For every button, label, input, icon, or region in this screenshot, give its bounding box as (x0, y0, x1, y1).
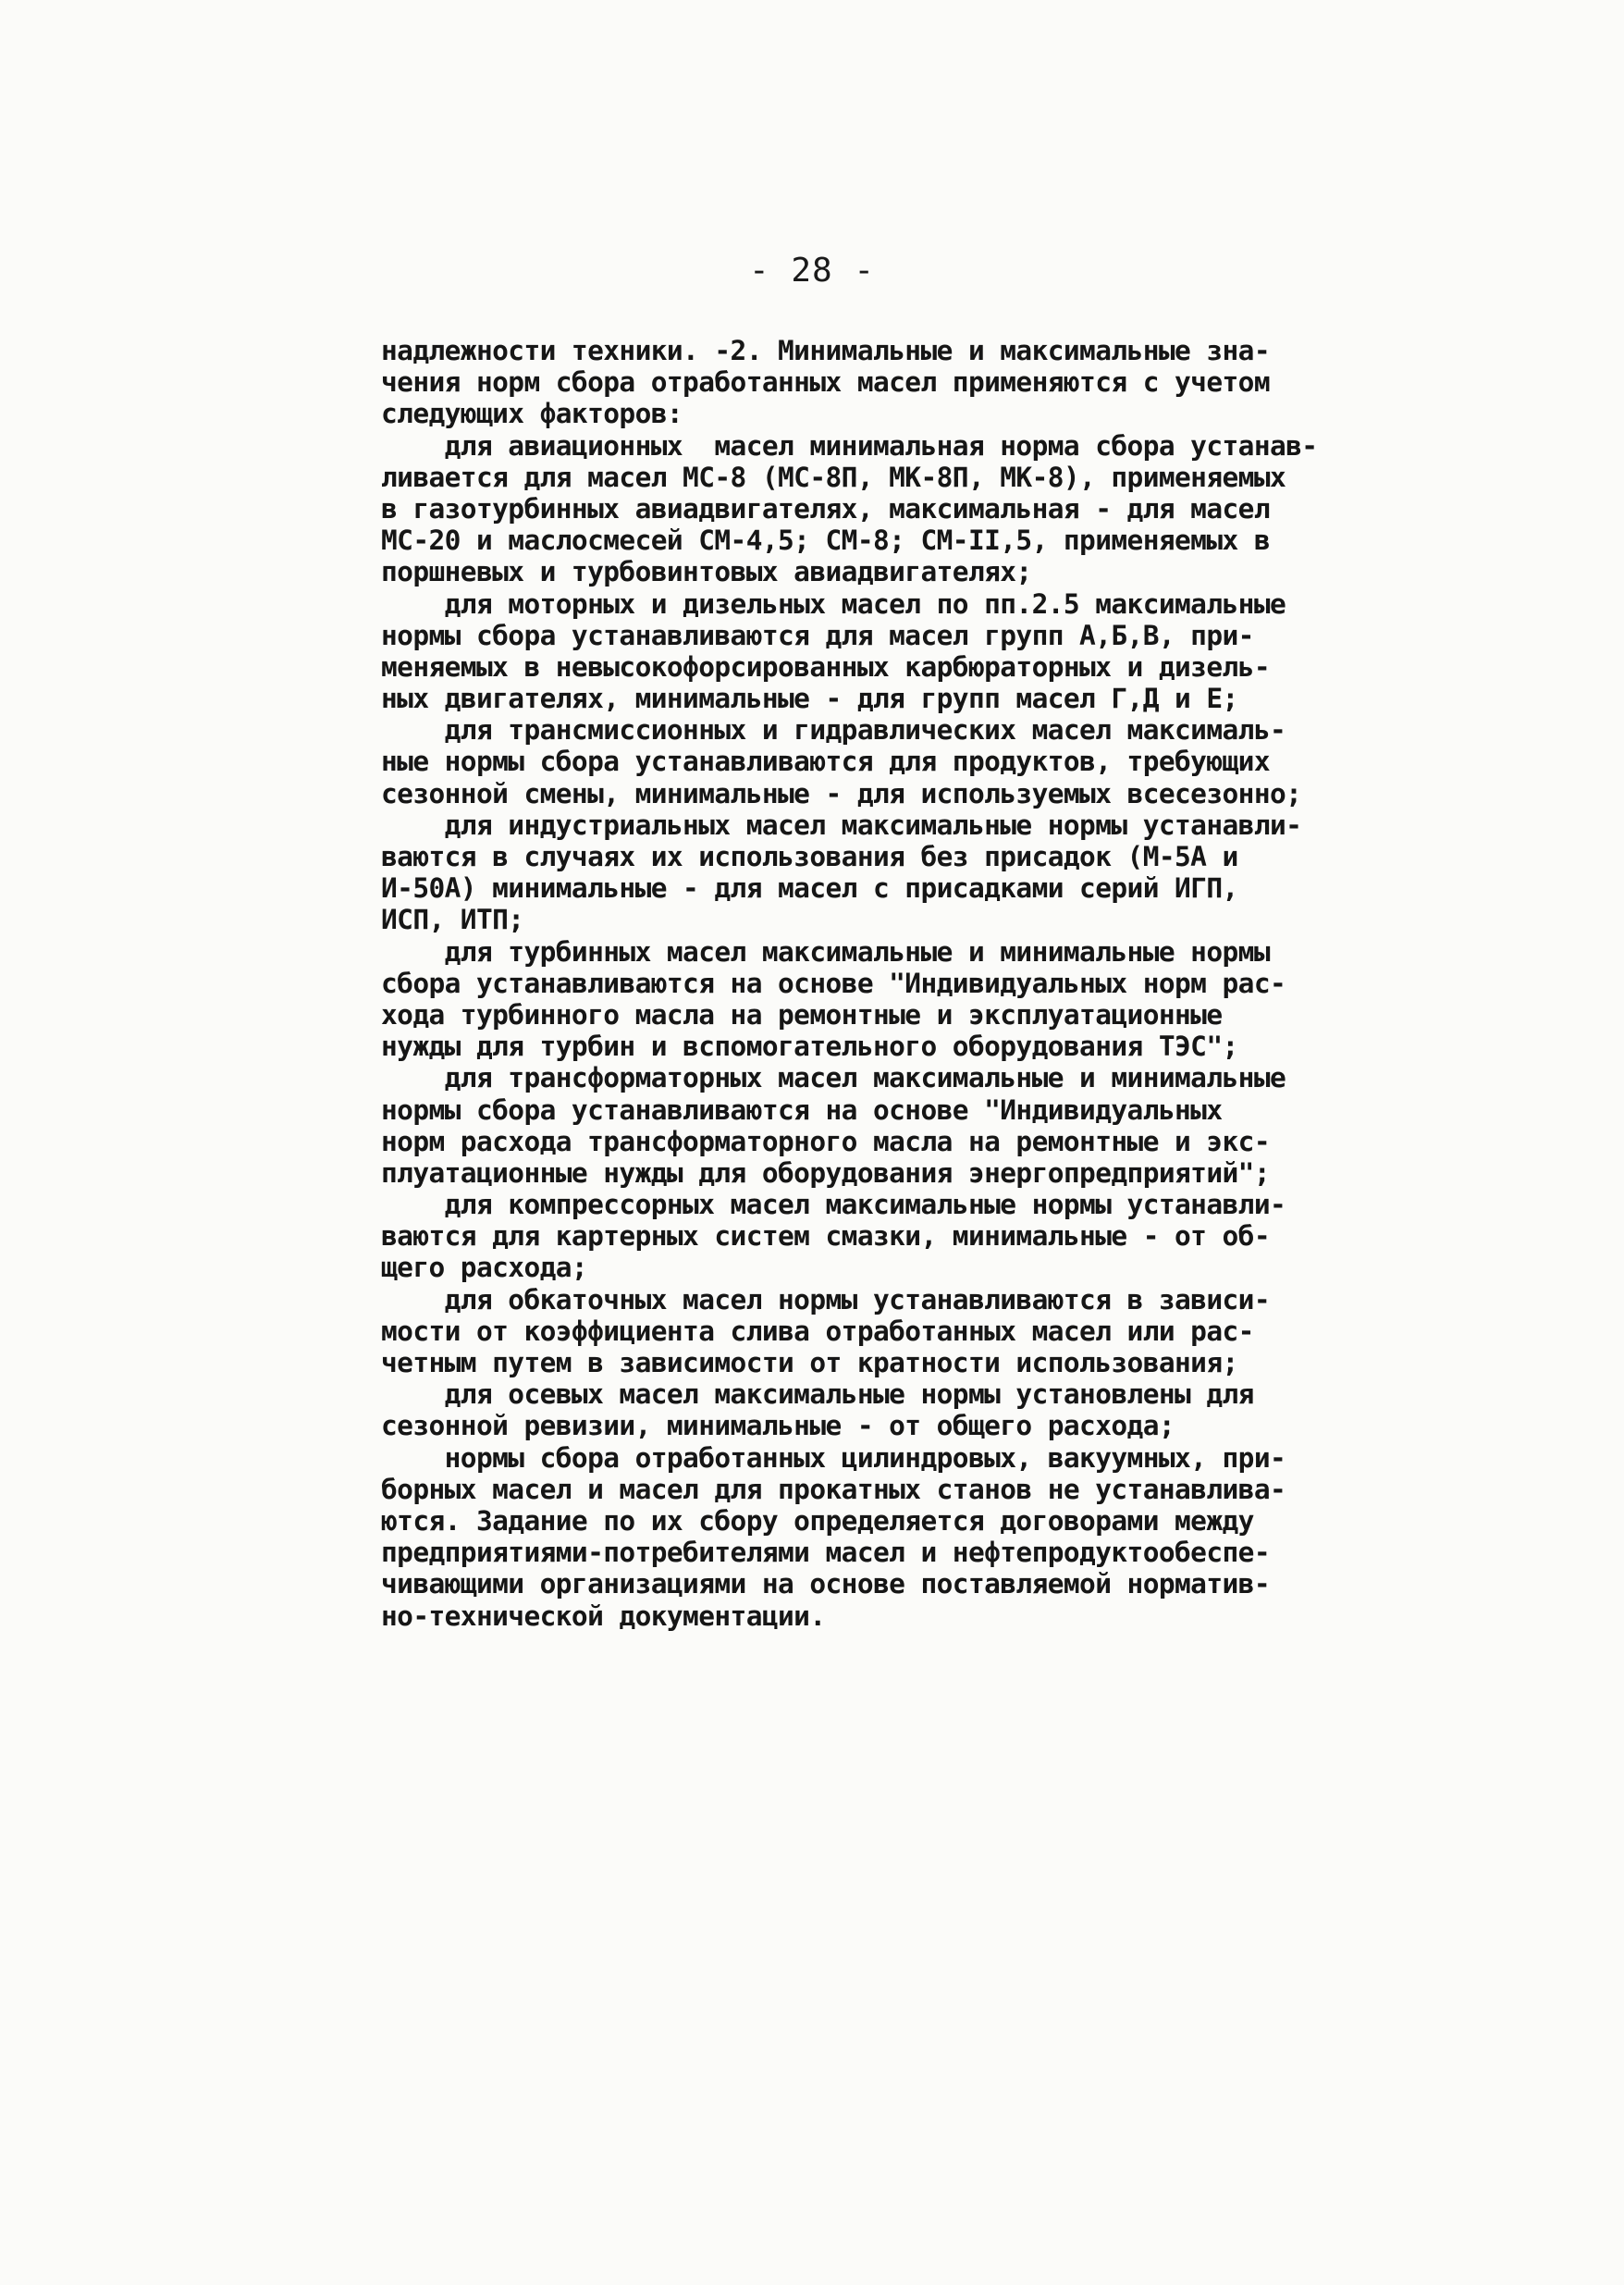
text-line: норм расхода трансформаторного масла на ремонтные и экс- (381, 1125, 1270, 1157)
body-text (381, 335, 1482, 1632)
text-line: но-технической документации. (381, 1600, 826, 1632)
text-line: для турбинных масел максимальные и минимальные нормы (381, 935, 1270, 968)
text-line: для трансмиссионных и гидравлических масел максималь- (381, 714, 1286, 747)
text-line: ливается для масел МС-8 (МС-8П, МК-8П, МК-8), применяемых (381, 461, 1286, 493)
text-line: МС-20 и маслосмесей СМ-4,5; СМ-8; СМ-II,5, применяемых в (381, 525, 1270, 557)
text-line: нормы сбора устанавливаются для масел групп А,Б,В, при- (381, 619, 1254, 651)
text-line: сезонной ревизии, минимальные - от общего расхода; (381, 1410, 1175, 1442)
text-line: нормы сбора отработанных цилиндровых, вакуумных, при- (381, 1441, 1286, 1474)
text-line: плуатационные нужды для оборудования энергопредприятий"; (381, 1156, 1270, 1189)
text-line: нужды для турбин и вспомогательного оборудования ТЭС"; (381, 1031, 1238, 1063)
text-line: щего расхода; (381, 1252, 588, 1284)
text-line: ваются в случаях их использования без присадок (М-5А и (381, 841, 1238, 872)
text-line: чивающими организациями на основе поставляемой норматив- (381, 1568, 1270, 1600)
text-line: борных масел и масел для прокатных станов не устанавлива- (381, 1473, 1286, 1505)
text-line: И-50А) минимальные - для масел с присадками серий ИГП, (381, 872, 1238, 905)
text-line: надлежности техники. -2. Минимальные и максимальные зна- (381, 335, 1270, 366)
text-line: следующих факторов: (381, 398, 683, 430)
text-line: для индустриальных масел максимальные нормы устанавли- (381, 809, 1302, 841)
page-number: - 28 - (748, 252, 876, 290)
text-line: для обкаточных масел нормы устанавливаются в зависи- (381, 1283, 1270, 1315)
text-line: ются. Задание по их сбору определяется договорами между (381, 1504, 1254, 1537)
text-line: в газотурбинных авиадвигателях, максимальная - для масел (381, 492, 1270, 525)
text-line: хода турбинного масла на ремонтные и эксплуатационные (381, 998, 1223, 1031)
text-line: меняемых в невысокофорсированных карбюраторных и дизель- (381, 650, 1270, 683)
text-line: для трансформаторных масел максимальные и минимальные (381, 1062, 1286, 1094)
text-line: чения норм сбора отработанных масел применяются с учетом (381, 366, 1270, 399)
text-line: для компрессорных масел максимальные нормы устанавли- (381, 1189, 1286, 1221)
text-line: для авиационных масел минимальная норма сбора устанав- (381, 429, 1318, 462)
text-line: нормы сбора устанавливаются на основе "Индивидуальных (381, 1093, 1223, 1126)
text-line: сезонной смены, минимальные - для используемых всесезонно; (381, 777, 1302, 809)
text-line: ных двигателях, минимальные - для групп масел Г,Д и Е; (381, 683, 1238, 715)
text-line: мости от коэффициента слива отработанных масел или рас- (381, 1315, 1254, 1347)
text-line: ваются для картерных систем смазки, минимальные - от об- (381, 1220, 1270, 1253)
text-line: ИСП, ИТП; (381, 904, 524, 936)
text-line: для моторных и дизельных масел по пп.2.5 максимальные (381, 587, 1286, 620)
text-line: поршневых и турбовинтовых авиадвигателях; (381, 556, 1032, 588)
text-line: сбора устанавливаются на основе "Индивидуальных норм рас- (381, 967, 1286, 999)
text-line: предприятиями-потребителями масел и нефтепродуктообеспе- (381, 1537, 1270, 1569)
text-line: ные нормы сбора устанавливаются для продуктов, требующих (381, 746, 1270, 778)
text-line: для осевых масел максимальные нормы установлены для (381, 1378, 1254, 1411)
text-line: четным путем в зависимости от кратности использования; (381, 1347, 1238, 1378)
